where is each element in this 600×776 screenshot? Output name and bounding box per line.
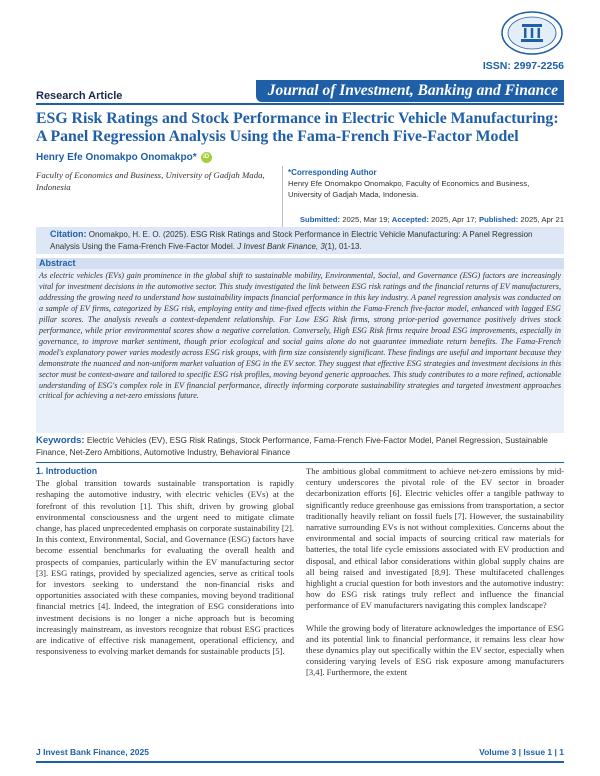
- published-date: 2025, Apr 21: [520, 215, 564, 224]
- published-label: Published:: [478, 215, 519, 224]
- keywords-label: Keywords:: [36, 435, 85, 446]
- citation-label: Citation:: [50, 229, 87, 239]
- citation-text: Onomakpo, H. E. O. (2025). ESG Risk Ratings and Stock Performance in Electric Vehicle Manufacturing: A Panel Regression Analysis Using the Fama-French Five-Factor Model.: [50, 230, 533, 251]
- journal-logo-icon: [500, 10, 564, 56]
- submitted-date: 2025, Mar 19;: [342, 215, 390, 224]
- footer-volume-issue: Volume 3 | Issue 1 | 1: [479, 747, 564, 757]
- accepted-label: Accepted:: [391, 215, 429, 224]
- author-line: [36, 152, 212, 163]
- author-name[interactable]: Henry Efe Onomakpo Onomakpo*: [36, 152, 197, 163]
- introduction-paragraph: While the growing body of literature acknowledges the importance of ESG and its potential link to financial performance, it remains less clear how these dynamics play out specifically within the EV sector, especially when considering varying levels of ESG risk exposure among manufacturers [3,4]. Furthermore, the extent: [306, 622, 564, 678]
- introduction-heading: 1. Introduction: [36, 466, 98, 476]
- accepted-date: 2025, Apr 17;: [431, 215, 477, 224]
- corresponding-author-text: Henry Efe Onomakpo Onomakpo, Faculty of Economics and Business, University of Gadjah Mada, Indonesia.: [288, 179, 530, 199]
- citation-journal: J Invest Bank Finance, 3: [237, 241, 325, 251]
- journal-header: [36, 80, 564, 102]
- body-column-right: [306, 466, 564, 679]
- abstract-text: As electric vehicles (EVs) gain prominence in the global shift to sustainable mobility, Environmental, Social, and Governance (ESG) factors are increasingly vital for investment decisions in the automotive sector. This study investigated the link between ESG risk ratings and the financial returns of EV manufacturers, addressing the growing need to understand how sustainability impacts financial performance in this key industry. A panel regression analysis was conducted on a sample of EV firms, categorized by ESG risk, employing entity and time-fixed effects within the Fama-French five-factor model, enhanced with lagged ESG pillar scores. The analysis reveals a context-dependent relationship. For Low ESG Risk firms, strong prior-period governance positively drives stock performance, while prior environmental scores show a negative correlation. Conversely, High ESG Risk firms require broad ESG improvements, especially in governance, to improve market sentiment, though prior ecological and social gains alone do not guarantee immediate return benefits. The Fama-French model's explanatory power varies modestly across ESG risk groups, with firm size consistently significant. These findings are useful and important because they demonstrate the nuanced and non-uniform market valuation of ESG in the EV sector. They suggest that effective ESG strategies and investment decisions in this sector must be context-aware and tailored to specific ESG risk profiles, moving beyond generic approaches. This study contributes to a more refined, actionable understanding of ESG's complex role in EV financial performance, directly informing corporate sustainability strategies and targeted investment approaches critical for achieving a net-zero emissions future.: [39, 271, 561, 401]
- corresponding-author-title: *Corresponding Author: [288, 168, 377, 177]
- section-divider: [36, 462, 564, 463]
- issn-label: ISSN: 2997-2256: [482, 60, 564, 72]
- article-type: Research Article: [36, 90, 123, 102]
- footer-divider: [36, 761, 564, 763]
- keywords-text: Electric Vehicles (EV), ESG Risk Ratings, Stock Performance, Fama-French Five-Factor Model, Panel Regression, Sustainable Finance, Net-Zero Ambitions, Automotive Industry, Behavioral Finance: [36, 436, 548, 457]
- citation-issue: (1), 01-13.: [324, 241, 362, 251]
- article-title: ESG Risk Ratings and Stock Performance in Electric Vehicle Manufacturing: A Panel Regression Analysis Using the Fama-French Five-Factor Model: [36, 110, 559, 145]
- abstract-section: [36, 258, 564, 433]
- header-divider: [36, 103, 564, 105]
- keywords-section: [36, 435, 564, 458]
- introduction-paragraph: The global transition towards sustainable transportation is rapidly reshaping the automotive industry, with electric vehicles (EVs) at the forefront of this revolution [1]. This shift, driven by growing global environmental consciousness and the urgent need to mitigate climate change, has placed unprecedented emphasis on corporate sustainability [2]. In this context, Environmental, Social, and Governance (ESG) factors have become essential benchmarks for evaluating the overall health and prospects of companies, particularly within the EV manufacturing sector [3]. ESG ratings, provided by specialized agencies, serve as critical tools for investors seeking to understand the non-financial risks and opportunities associated with these companies, moving beyond traditional financial metrics [4]. Indeed, the integration of ESG considerations into investment decisions is no longer a niche approach but is becoming increasingly mainstream, as investors recognize that robust ESG practices are indicative of effective risk management, operational efficiency, and responsiveness to evolving market demands for sustainable products [5].: [36, 478, 294, 657]
- introduction-paragraph: The ambitious global commitment to achieve net-zero emissions by mid-century underscores the pivotal role of the EV sector in broader decarbonization efforts [6]. Electric vehicles offer a tangible pathway to significantly reduce greenhouse gas emissions from transportation, a sector traditionally heavily reliant on fossil fuels [7]. However, the sustainability narrative surrounding EVs is not without complexities. Concerns about the environmental and social impacts of sourcing critical raw materials for batteries, the total life cycle emissions associated with EV production and disposal, and ethical labor considerations within global supply chains are all being raised and investigated [8,9]. These multifaceted challenges highlight a crucial question for both investors and the automotive industry: how do ESG risk ratings truly reflect and influence the financial performance of EV manufacturers navigating this complex landscape?: [306, 466, 564, 611]
- submitted-label: Submitted:: [299, 215, 341, 224]
- body-column-left: [36, 466, 294, 657]
- citation-box: [36, 227, 564, 254]
- orcid-icon[interactable]: iD: [201, 152, 212, 163]
- journal-name-banner: Journal of Investment, Banking and Finance: [256, 80, 564, 102]
- publication-dates: [300, 215, 564, 224]
- author-affiliation: Faculty of Economics and Business, University of Gadjah Mada, Indonesia: [36, 170, 265, 192]
- footer-journal: J Invest Bank Finance, 2025: [36, 747, 149, 757]
- abstract-heading: Abstract: [36, 258, 564, 269]
